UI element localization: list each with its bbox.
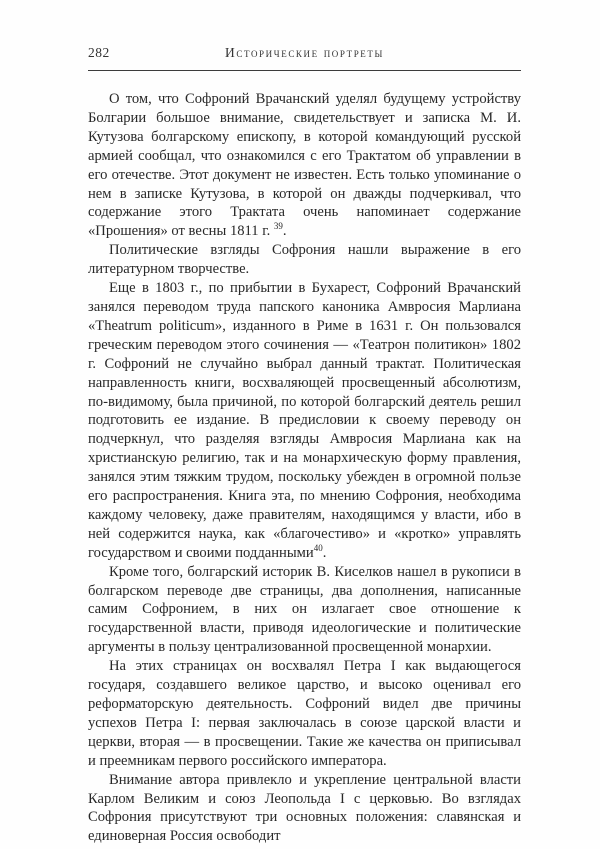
- page-header: [88, 45, 521, 71]
- paragraph-text: На этих страницах он восхвалял Петра I как выдающегося государя, создавшего великое царство, и высоко оценивал его реформаторскую деятельность. Софроний видел две причины успехов Петра I: первая заключалась в союзе царской власти и церкви, вторая — в просвещении. Такие же качества он приписывал и преемникам первого российского императора.: [88, 658, 521, 769]
- page-number: 282: [88, 45, 110, 60]
- paragraph: [88, 241, 521, 279]
- footnote-ref-39: 39: [273, 221, 283, 232]
- paragraph-text: Политические взгляды Софрония нашли выражение в его литературном творчестве.: [88, 242, 521, 278]
- paragraph: [88, 90, 521, 241]
- paragraph-text: Еще в 1803 г., по прибытии в Бухарест, Софроний Врачанский занялся переводом труда папского каноника Амвросия Марлиана «Theatrum politicum», изданного в Риме в 1631 г. Он пользовался греческим переводом этого сочинения — «Театрон политикон» 1802 г. Софроний не случайно выбрал данный трактат. Политическая направленность книги, восхваляющей просвещенный абсолютизм, по-видимому, была причиной, по которой болгарский деятель решил подготовить ее издание. В предисловии к своему переводу он подчеркнул, что разделяя взгляды Амвросия Марлиана как на христианскую религию, так и на монархическую форму правления, занялся этим тяжким трудом, поскольку убежден в огромной пользе его распространения. Книга эта, по мнению Софрония, необходима каждому человеку, даже правителям, находящимся у власти, ибо в ней содержится наука, как «благочестиво» и «кротко» управлять государством и своими подданными: [88, 280, 521, 561]
- paragraph: [88, 657, 521, 770]
- paragraph: [88, 279, 521, 563]
- paragraph-text: Кроме того, болгарский историк В. Киселков нашел в рукописи в болгарском переводе две страницы, два дополнения, написанные самим Софронием, в них он излагает свое отношение к государственной власти, приводя идеологические и политические аргументы в пользу централизованной просвещенной монархии.: [88, 563, 521, 656]
- paragraph-text: Внимание автора привлекло и укрепление центральной власти Карлом Великим и союз Леопольда I с церковью. Во взглядах Софрония присутствуют три основных положения: славянская и единоверная Россия освободит: [88, 771, 521, 845]
- paragraph: [88, 563, 521, 658]
- paragraph: [88, 771, 521, 847]
- paragraph-text: О том, что Софроний Врачанский уделял будущему устройству Болгарии большое внимание, свидетельствует и записка М. И. Кутузова болгарскому епископу, в которой командующий русской армией сообщал, что ознакомился с его Трактатом об управлении в его отечестве. Этот документ не известен. Есть только упоминание о нем в записке Кутузова, в которой он дважды подчеркивал, что содержание этого Трактата очень напоминает содержание «Прошения» от весны 1811 г.: [88, 91, 521, 240]
- paragraph-text-after-footnote: .: [282, 223, 287, 240]
- footnote-ref-40: 40: [313, 542, 323, 553]
- running-head: Исторические портреты: [225, 45, 384, 60]
- paragraph-text-after-footnote: .: [322, 544, 327, 561]
- page-body: [88, 90, 521, 846]
